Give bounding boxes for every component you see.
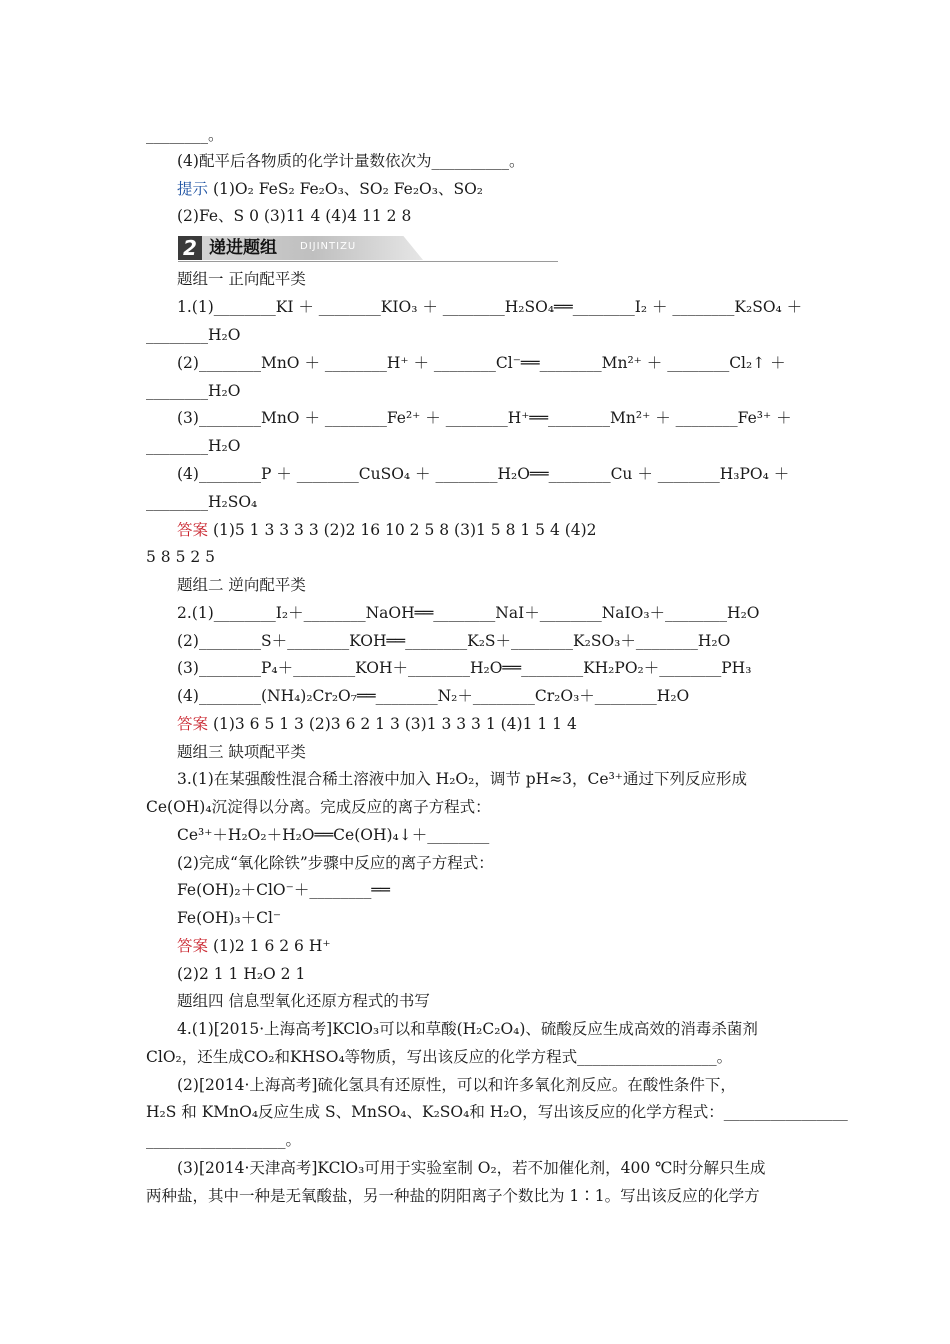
group-heading: 题组二 逆向配平类 bbox=[177, 576, 306, 594]
equation-line: (4)________P ＋ ________CuSO₄ ＋ ________H₂O══________Cu ＋ ________H₃PO₄ ＋ bbox=[177, 465, 790, 483]
badge-title: 递进题组 bbox=[209, 238, 277, 258]
equation-line: ________H₂O bbox=[146, 326, 241, 344]
equation-line: 2.(1)________I₂＋________NaOH══________NaI＋________NaIO₃＋________H₂O bbox=[177, 604, 760, 622]
text-line: ________。 bbox=[146, 126, 224, 144]
badge-number: 2 bbox=[178, 236, 202, 260]
text-line: (3)[2014·天津高考]KClO₃可用于实验室制 O₂，若不加催化剂，400 ℃时分解只生成 bbox=[177, 1159, 766, 1177]
equation-line: (2)________S＋________KOH══________K₂S＋________K₂SO₃＋________H₂O bbox=[177, 632, 731, 650]
section-badge bbox=[178, 236, 558, 262]
answer-label: 答案 bbox=[177, 521, 209, 539]
answer-label: 答案 bbox=[177, 937, 209, 955]
badge-rule bbox=[178, 261, 558, 262]
equation-line: (4)________(NH₄)₂Cr₂O₇══________N₂＋________Cr₂O₃＋________H₂O bbox=[177, 687, 690, 705]
text-line: __________________。 bbox=[146, 1131, 302, 1149]
equation-line: Ce³⁺＋H₂O₂＋H₂O══Ce(OH)₄↓＋________ bbox=[177, 826, 490, 844]
text-line: (4)配平后各物质的化学计量数依次为__________。 bbox=[177, 152, 525, 170]
answer-text: (1)3 6 5 1 3 (2)3 6 2 1 3 (3)1 3 3 3 1 (4)1 1 1 4 bbox=[208, 715, 577, 733]
hint-line bbox=[177, 178, 483, 200]
text-line: (2)[2014·上海高考]硫化氢具有还原性，可以和许多氧化剂反应。在酸性条件下， bbox=[177, 1076, 736, 1094]
text-line: (2)Fe、S 0 (3)11 4 (4)4 11 2 8 bbox=[177, 207, 412, 225]
answer-line bbox=[177, 935, 331, 957]
answer-label: 答案 bbox=[177, 715, 209, 733]
answer-text: (1)5 1 3 3 3 3 (2)2 16 10 2 5 8 (3)1 5 8 1 5 4 (4)2 bbox=[208, 521, 597, 539]
group-heading: 题组四 信息型氧化还原方程式的书写 bbox=[177, 992, 430, 1010]
text-line: 4.(1)[2015·上海高考]KClO₃可以和草酸(H₂C₂O₄)、硫酸反应生成高效的消毒杀菌剂 bbox=[177, 1020, 758, 1038]
hint-text: (1)O₂ FeS₂ Fe₂O₃、SO₂ Fe₂O₃、SO₂ bbox=[208, 180, 484, 198]
answer-line: 5 8 5 2 5 bbox=[146, 548, 216, 566]
answer-line: (2)2 1 1 H₂O 2 1 bbox=[177, 965, 306, 983]
text-line: H₂S 和 KMnO₄反应生成 S、MnSO₄、K₂SO₄和 H₂O，写出该反应的化学方程式：________________ bbox=[146, 1103, 848, 1121]
answer-line bbox=[177, 519, 597, 541]
text-line: (2)完成“氧化除铁”步骤中反应的离子方程式： bbox=[177, 854, 494, 872]
text-line: Ce(OH)₄沉淀得以分离。完成反应的离子方程式： bbox=[146, 798, 491, 816]
hint-label: 提示 bbox=[177, 180, 209, 198]
badge-latin: DIJINTIZU bbox=[300, 241, 357, 252]
equation-line: (2)________MnO ＋ ________H⁺ ＋ ________Cl⁻══________Mn²⁺ ＋ ________Cl₂↑ ＋ bbox=[177, 354, 786, 372]
answer-line bbox=[177, 713, 577, 735]
equation-line: ________H₂O bbox=[146, 382, 241, 400]
equation-line: ________H₂SO₄ bbox=[146, 493, 258, 511]
equation-line: 1.(1)________KI ＋ ________KIO₃ ＋ ________H₂SO₄══________I₂ ＋ ________K₂SO₄ ＋ bbox=[177, 298, 803, 316]
text-line: 两种盐，其中一种是无氧酸盐，另一种盐的阴阳离子个数比为 1∶1。写出该反应的化学方 bbox=[146, 1187, 760, 1205]
group-heading: 题组三 缺项配平类 bbox=[177, 743, 306, 761]
equation-line: ________H₂O bbox=[146, 437, 241, 455]
answer-text: (1)2 1 6 2 6 H⁺ bbox=[208, 937, 331, 955]
equation-line: (3)________MnO ＋ ________Fe²⁺ ＋ ________H⁺══________Mn²⁺ ＋ ________Fe³⁺ ＋ bbox=[177, 409, 792, 427]
equation-line: Fe(OH)₃＋Cl⁻ bbox=[177, 909, 282, 927]
text-line: 3.(1)在某强酸性混合稀土溶液中加入 H₂O₂，调节 pH≈3，Ce³⁺通过下列反应形成 bbox=[177, 770, 747, 788]
group-heading: 题组一 正向配平类 bbox=[177, 270, 306, 288]
equation-line: (3)________P₄＋________KOH＋________H₂O══________KH₂PO₂＋________PH₃ bbox=[177, 659, 752, 677]
text-line: ClO₂，还生成CO₂和KHSO₄等物质，写出该反应的化学方程式__________________。 bbox=[146, 1048, 733, 1066]
equation-line: Fe(OH)₂＋ClO⁻＋________══ bbox=[177, 881, 390, 899]
